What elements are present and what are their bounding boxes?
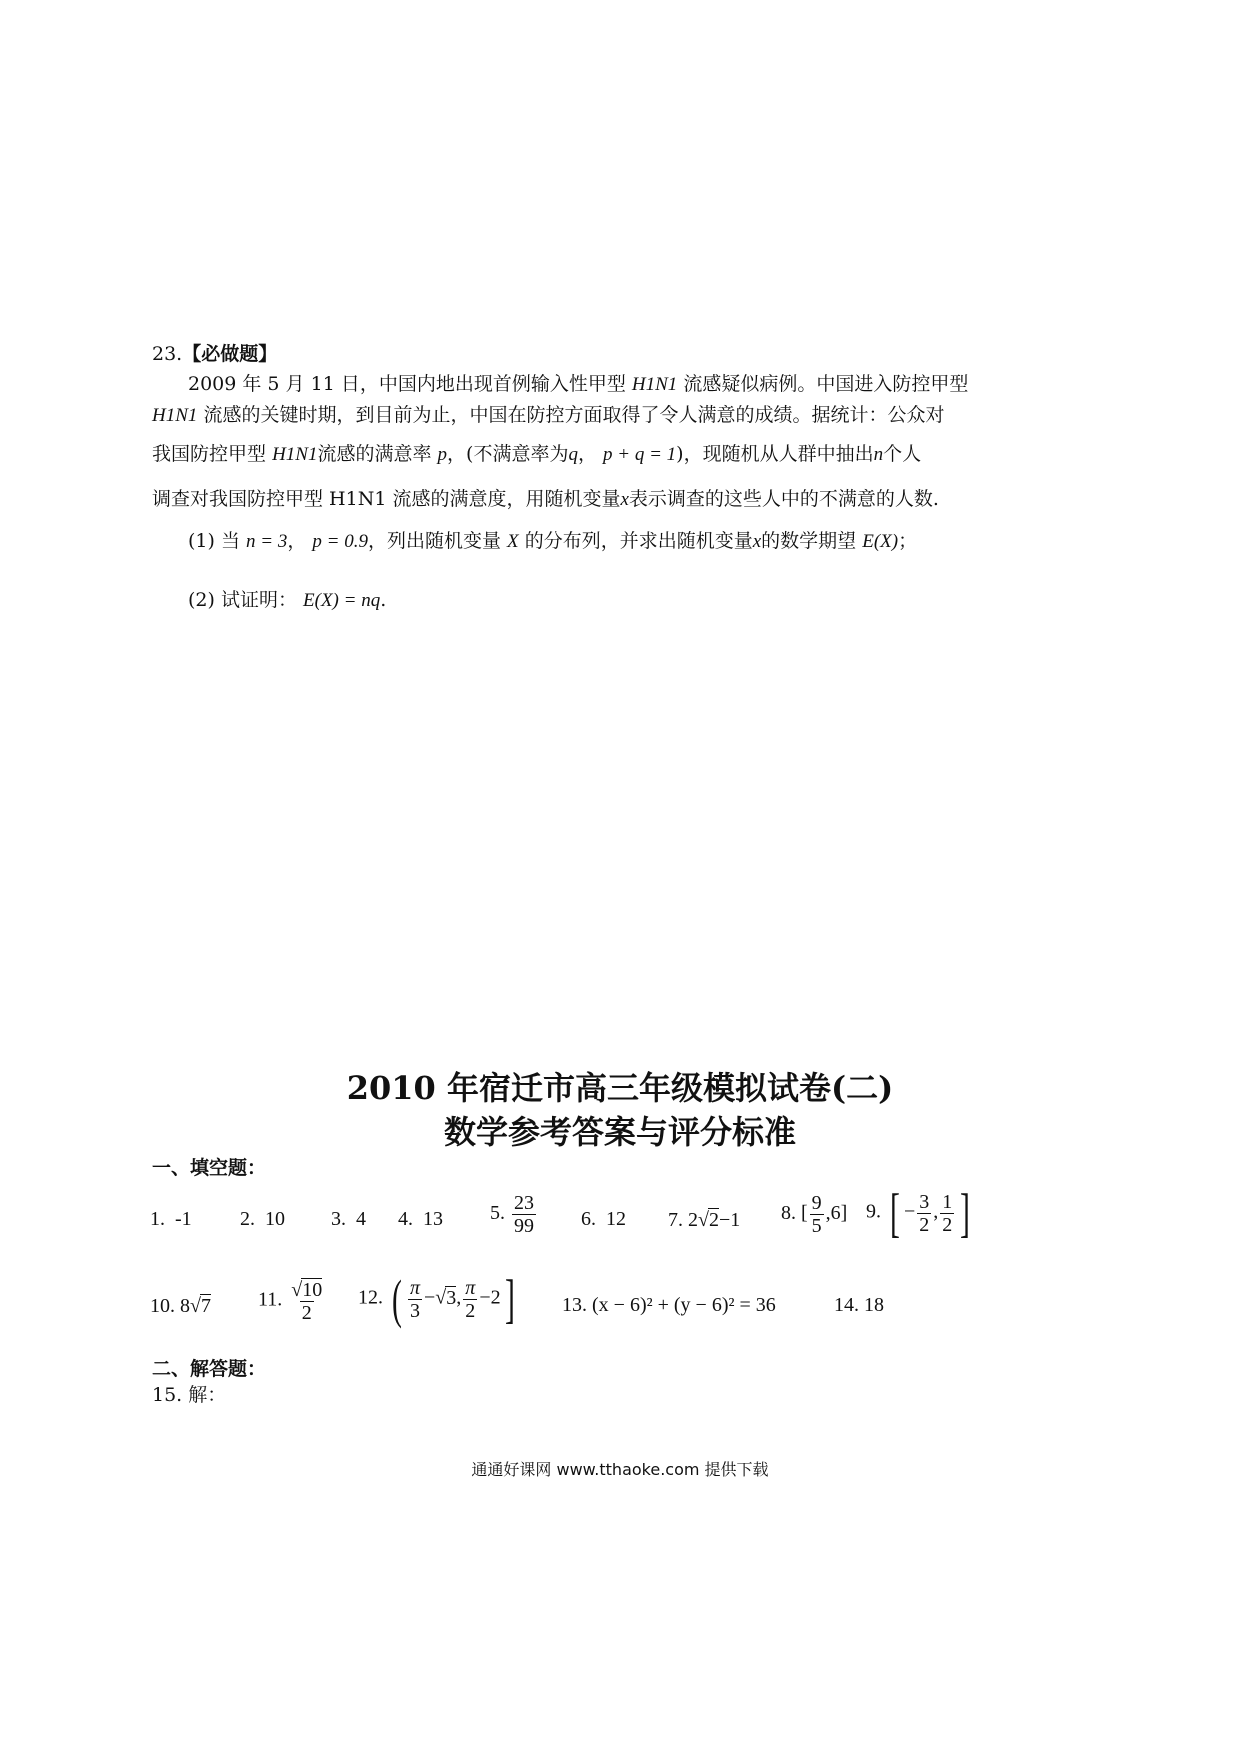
answer-14: 14. 18: [834, 1294, 884, 1316]
section-solutions: 二、解答题：: [152, 1358, 267, 1380]
math-equation: p + q = 1: [603, 444, 677, 465]
answer-6: 6. 12: [581, 1208, 626, 1230]
math-X: X: [507, 531, 519, 552]
answers-row-1: [0, 1183, 1240, 1262]
answer-8: 8. [ $\frac{9}{5}$ ,6]: [781, 1192, 848, 1237]
text-segment: 调查对我国防控甲型 H1N1 流感的满意度，用随机变量: [152, 488, 621, 510]
math-p-eq: p = 0.9: [312, 531, 368, 552]
question-23-line-1: [188, 371, 968, 398]
fraction: $\frac{\pi}{3}$: [409, 1276, 421, 1322]
answer-7: 7. 2√2−1: [668, 1209, 741, 1231]
text-segment: 流感的关键时期，到目前为止，中国在防控方面取得了令人满意的成绩。据统计：公众对: [203, 404, 945, 426]
question-15-solution: 15. 解：: [152, 1384, 227, 1406]
answer-key-title: 2010 年宿迁市高三年级模拟试卷(二): [346, 1069, 894, 1107]
math-h1n1: H1N1: [631, 374, 678, 395]
fraction: $\frac{3}{2}$: [919, 1190, 930, 1236]
answer-13: 13. (x − 6)² + (y − 6)² = 36: [562, 1294, 776, 1316]
question-number: 23.: [152, 343, 183, 365]
text-segment: (1) 当: [188, 530, 240, 552]
text-segment: ，列出随机变量: [367, 530, 501, 552]
math-n: n: [873, 444, 884, 465]
math-expectation: E(X): [862, 531, 899, 552]
text-segment: ，: [287, 530, 307, 552]
answer-key-subtitle: 数学参考答案与评分标准: [443, 1113, 796, 1151]
text-segment: 的分布列，并求出随机变量: [524, 530, 753, 552]
text-segment: 流感疑似病例。中国进入防控甲型: [683, 373, 969, 395]
text-segment: (2) 试证明：: [188, 589, 297, 611]
question-23-part-1: [188, 528, 917, 555]
fraction: $\frac{23}{99}$: [514, 1192, 534, 1237]
question-tag: 【必做题】: [182, 343, 278, 365]
math-expectation-proof: E(X) = nq: [303, 590, 381, 611]
answer-12: 12. ( $\frac{\pi}{3}$ −√3, $\frac{\pi}{2}$ −2]: [358, 1269, 515, 1329]
question-23-line-3: [152, 441, 921, 468]
text-segment: 的数学期望: [761, 530, 857, 552]
answer-2: 2. 10: [240, 1208, 285, 1230]
answer-1: 1. -1: [150, 1208, 192, 1230]
answer-4: 4. 13: [398, 1208, 443, 1230]
answer-9: 9. [ − $\frac{3}{2}$ , $\frac{1}{2}$ ]: [866, 1183, 971, 1243]
text-segment: ；: [898, 530, 918, 552]
fraction: $\frac{1}{2}$: [942, 1190, 953, 1236]
fraction: $\frac{\pi}{2}$: [465, 1276, 476, 1322]
answer-3: 3. 4: [331, 1208, 366, 1230]
text-segment: ，: [577, 443, 597, 465]
text-segment: 流感的满意率: [317, 443, 432, 465]
math-h1n1: H1N1: [272, 444, 318, 465]
math-x: x: [752, 531, 762, 552]
text-segment: ，(不满意率为: [447, 443, 569, 465]
answer-5: 5. $\frac{23}{99}$: [490, 1192, 534, 1237]
section-fill-in: 一、填空题：: [152, 1157, 267, 1179]
text-segment: .: [380, 589, 387, 611]
text-segment: 表示调查的这些人中的不满意的人数.: [628, 488, 939, 510]
fraction: $\frac{9}{5}$: [811, 1192, 822, 1237]
question-23-part-2: [188, 587, 386, 614]
text-segment: 2009 年 5 月 11 日，中国内地出现首例输入性甲型: [188, 373, 626, 395]
text-segment: 个人: [883, 443, 922, 465]
answer-10: 10. 8√7: [150, 1295, 211, 1317]
math-h1n1: H1N1: [152, 405, 198, 426]
text-segment: 我国防控甲型: [152, 443, 267, 465]
math-n-eq: n = 3: [246, 531, 288, 552]
question-23-line-4: [152, 486, 939, 513]
question-23-header: [152, 341, 277, 367]
math-x: x: [620, 489, 629, 510]
page-footer: 通通好课网 www.tthaoke.com 提供下载: [471, 1460, 769, 1479]
math-q: q: [568, 444, 578, 465]
answer-11: 11. $\frac{√10}{2}$: [258, 1279, 323, 1324]
fraction: $\frac{√10}{2}$: [291, 1279, 323, 1324]
question-23-line-2: [152, 402, 944, 429]
math-p: p: [437, 444, 448, 465]
text-segment: )，现随机从人群中抽出: [676, 443, 874, 465]
answers-row-2: [0, 1269, 1240, 1348]
